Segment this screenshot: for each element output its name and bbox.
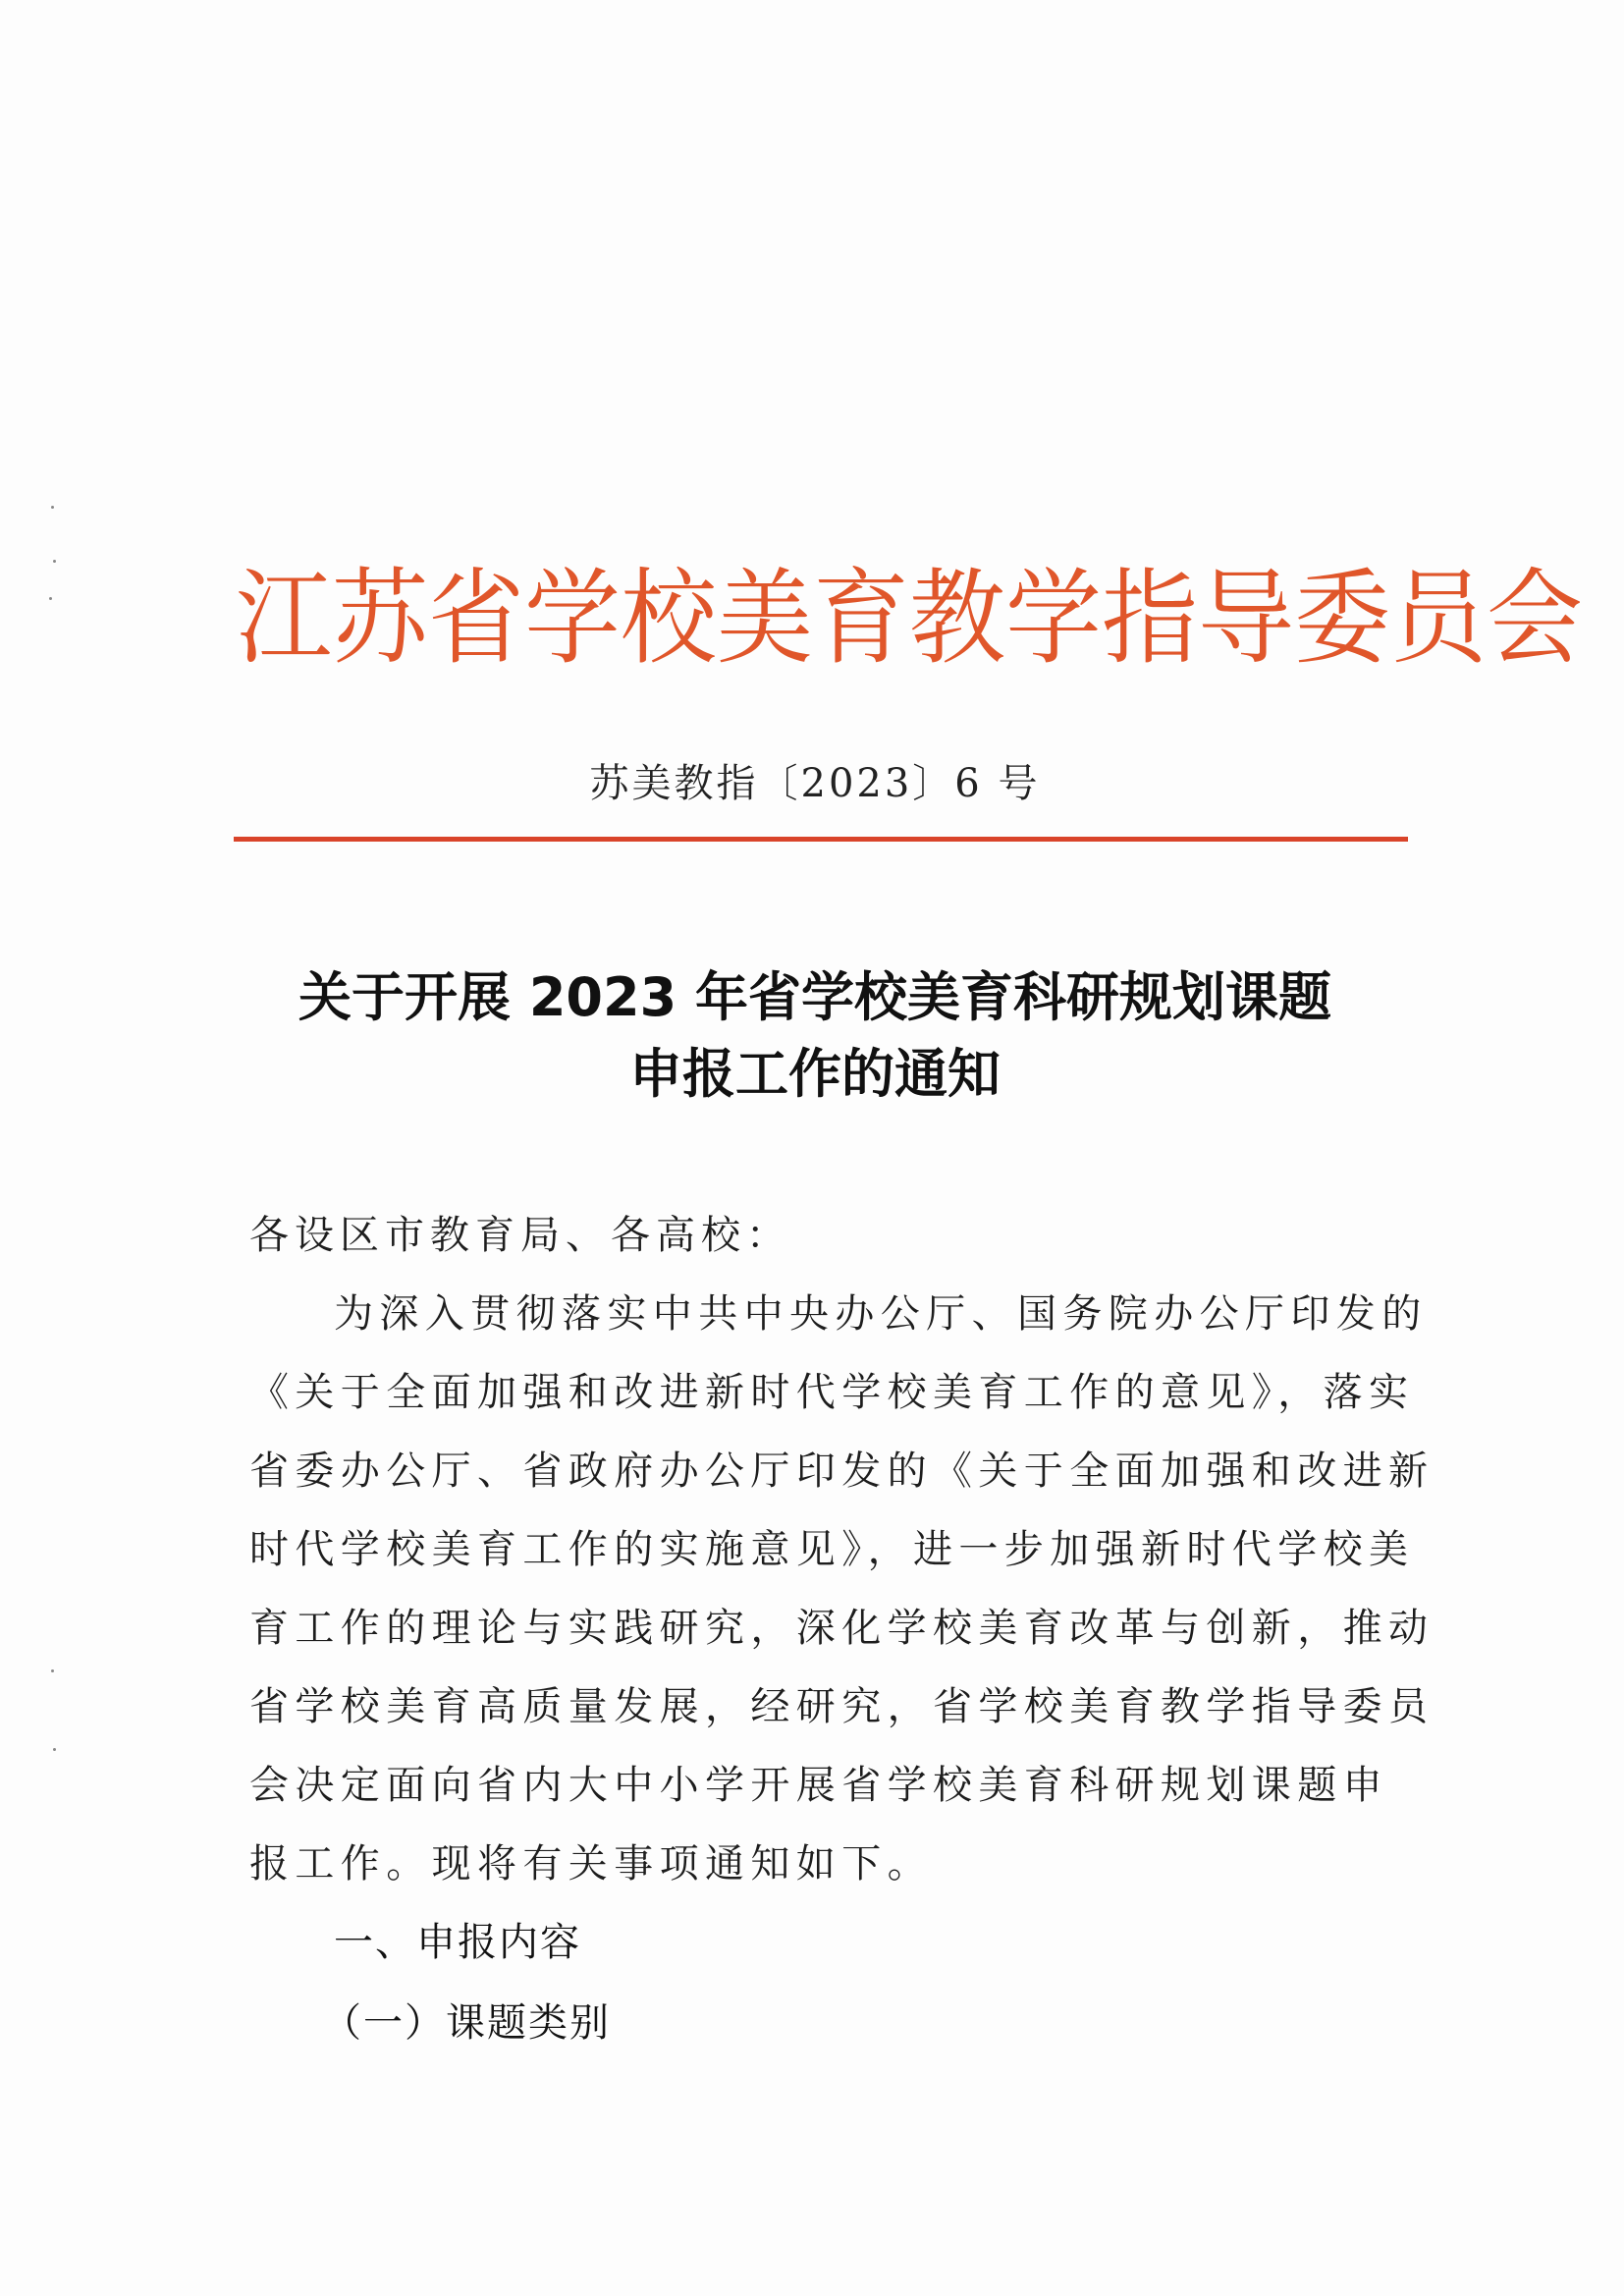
salutation: 各设区市教育局、各高校： [249,1213,791,1258]
body-line-6: 省学校美育高质量发展，经研究，省学校美育教学指导委员 [249,1684,1435,1729]
body-line-4: 时代学校美育工作的实施意见》，进一步加强新时代学校美 [249,1527,1415,1572]
document-title-line-1: 关于开展 2023 年省学校美育科研规划课题 [298,966,1331,1028]
body-line-7: 会决定面向省内大中小学开展省学校美育科研规划课题申 [249,1763,1388,1808]
scan-speck [53,560,56,563]
body-line-8: 报工作。现将有关事项通知如下。 [249,1841,933,1886]
body-line-2: 《关于全面加强和改进新时代学校美育工作的意见》，落实 [249,1370,1415,1415]
body-line-1: 为深入贯彻落实中共中央办公厅、国务院办公厅印发的 [334,1291,1428,1337]
scan-speck [51,506,54,509]
scan-speck [51,1669,54,1672]
document-title-line-2: 申报工作的通知 [629,1043,1001,1105]
issuing-organization-header: 江苏省学校美育教学指导委员会 [236,558,1584,680]
red-divider-line [234,837,1408,842]
scan-speck [49,597,52,600]
scan-speck [53,1748,56,1751]
document-number: 苏美教指〔2023〕6 号 [589,761,1041,806]
section-heading-1: 一、申报内容 [334,1920,581,1965]
body-line-3: 省委办公厅、省政府办公厅印发的《关于全面加强和改进新 [249,1449,1435,1494]
section-heading-2: （一）课题类别 [322,2000,611,2046]
body-line-5: 育工作的理论与实践研究，深化学校美育改革与创新，推动 [249,1606,1435,1651]
